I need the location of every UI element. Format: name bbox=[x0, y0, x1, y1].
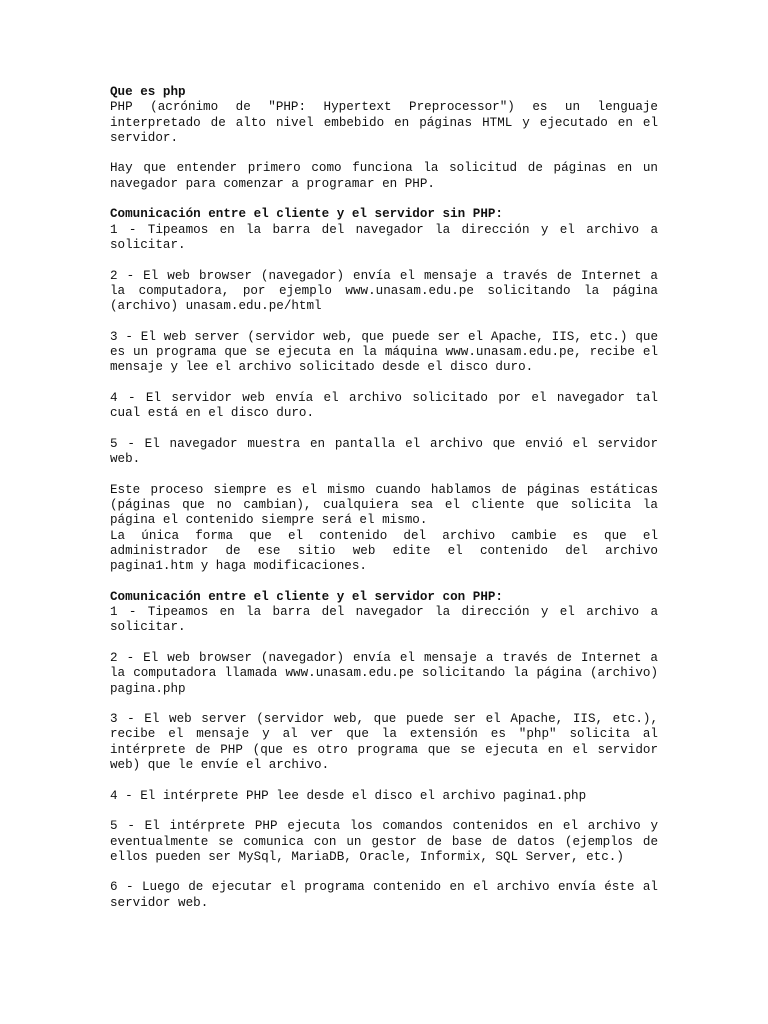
with-php-heading: Comunicación entre el cliente y el servidor con PHP: bbox=[110, 589, 503, 604]
with-step-2: 2 - El web browser (navegador) envía el mensaje a través de Internet a la computadora llamada www.unasam.edu.pe solicitando la página (archivo) pagina.php bbox=[110, 650, 658, 696]
without-step-4: 4 - El servidor web envía el archivo solicitado por el navegador tal cual está en el disco duro. bbox=[110, 390, 658, 421]
with-step-3: 3 - El web server (servidor web, que puede ser el Apache, IIS, etc.), recibe el mensaje y al ver que la extensión es "php" solicita al intérprete de PHP (que es otro programa que se ejecuta en el servidor web) que le envíe el archivo. bbox=[110, 712, 658, 773]
with-step-4: 4 - El intérprete PHP lee desde el disco el archivo pagina1.php bbox=[110, 788, 587, 803]
without-step-3: 3 - El web server (servidor web, que puede ser el Apache, IIS, etc.) que es un programa que se ejecuta en la máquina www.unasam.edu.pe, recibe el mensaje y lee el archivo solicitado desde el disco duro. bbox=[110, 329, 658, 375]
intro-heading: Que es php bbox=[110, 85, 186, 99]
without-php-heading: Comunicación entre el cliente y el servidor sin PHP: bbox=[110, 207, 503, 222]
without-step-5: 5 - El navegador muestra en pantalla el archivo que envió el servidor web. bbox=[110, 436, 658, 467]
with-step-1: 1 - Tipeamos en la barra del navegador la dirección y el archivo a solicitar. bbox=[110, 605, 658, 635]
intro-paragraph: PHP (acrónimo de "PHP: Hypertext Preprocessor") es un lenguaje interpretado de alto nivel embebido en páginas HTML y ejecutado en el servidor. bbox=[110, 100, 658, 145]
without-step-2: 2 - El web browser (navegador) envía el mensaje a través de Internet a la computadora, por ejemplo www.unasam.edu.pe solicitando la página (archivo) unasam.edu.pe/html bbox=[110, 268, 658, 314]
without-php-section bbox=[110, 207, 658, 467]
with-step-6: 6 - Luego de ejecutar el programa contenido en el archivo envía éste al servidor web. bbox=[110, 880, 658, 910]
with-step-5: 5 - El intérprete PHP ejecuta los comandos contenidos en el archivo y eventualmente se comunica con un gestor de base de datos (ejemplos de ellos pueden ser MySql, MariaDB, Oracle, Informix, SQL Server, etc.) bbox=[110, 819, 658, 864]
with-php-section bbox=[110, 590, 658, 911]
document-page bbox=[110, 85, 658, 926]
without-step-1: 1 - Tipeamos en la barra del navegador la dirección y el archivo a solicitar. bbox=[110, 222, 658, 252]
intro-section bbox=[110, 85, 658, 146]
static-paragraph-2: La única forma que el contenido del archivo cambie es que el administrador de ese sitio web edite el contenido del archivo pagina1.htm y haga modificaciones. bbox=[110, 528, 658, 574]
static-pages-section bbox=[110, 483, 658, 575]
intro-paragraph-2: Hay que entender primero como funciona la solicitud de páginas en un navegador para comenzar a programar en PHP. bbox=[110, 161, 658, 191]
static-paragraph-1: Este proceso siempre es el mismo cuando hablamos de páginas estáticas (páginas que no cambian), cualquiera sea el cliente que solicita la página el contenido siempre será el mismo. bbox=[110, 482, 658, 528]
